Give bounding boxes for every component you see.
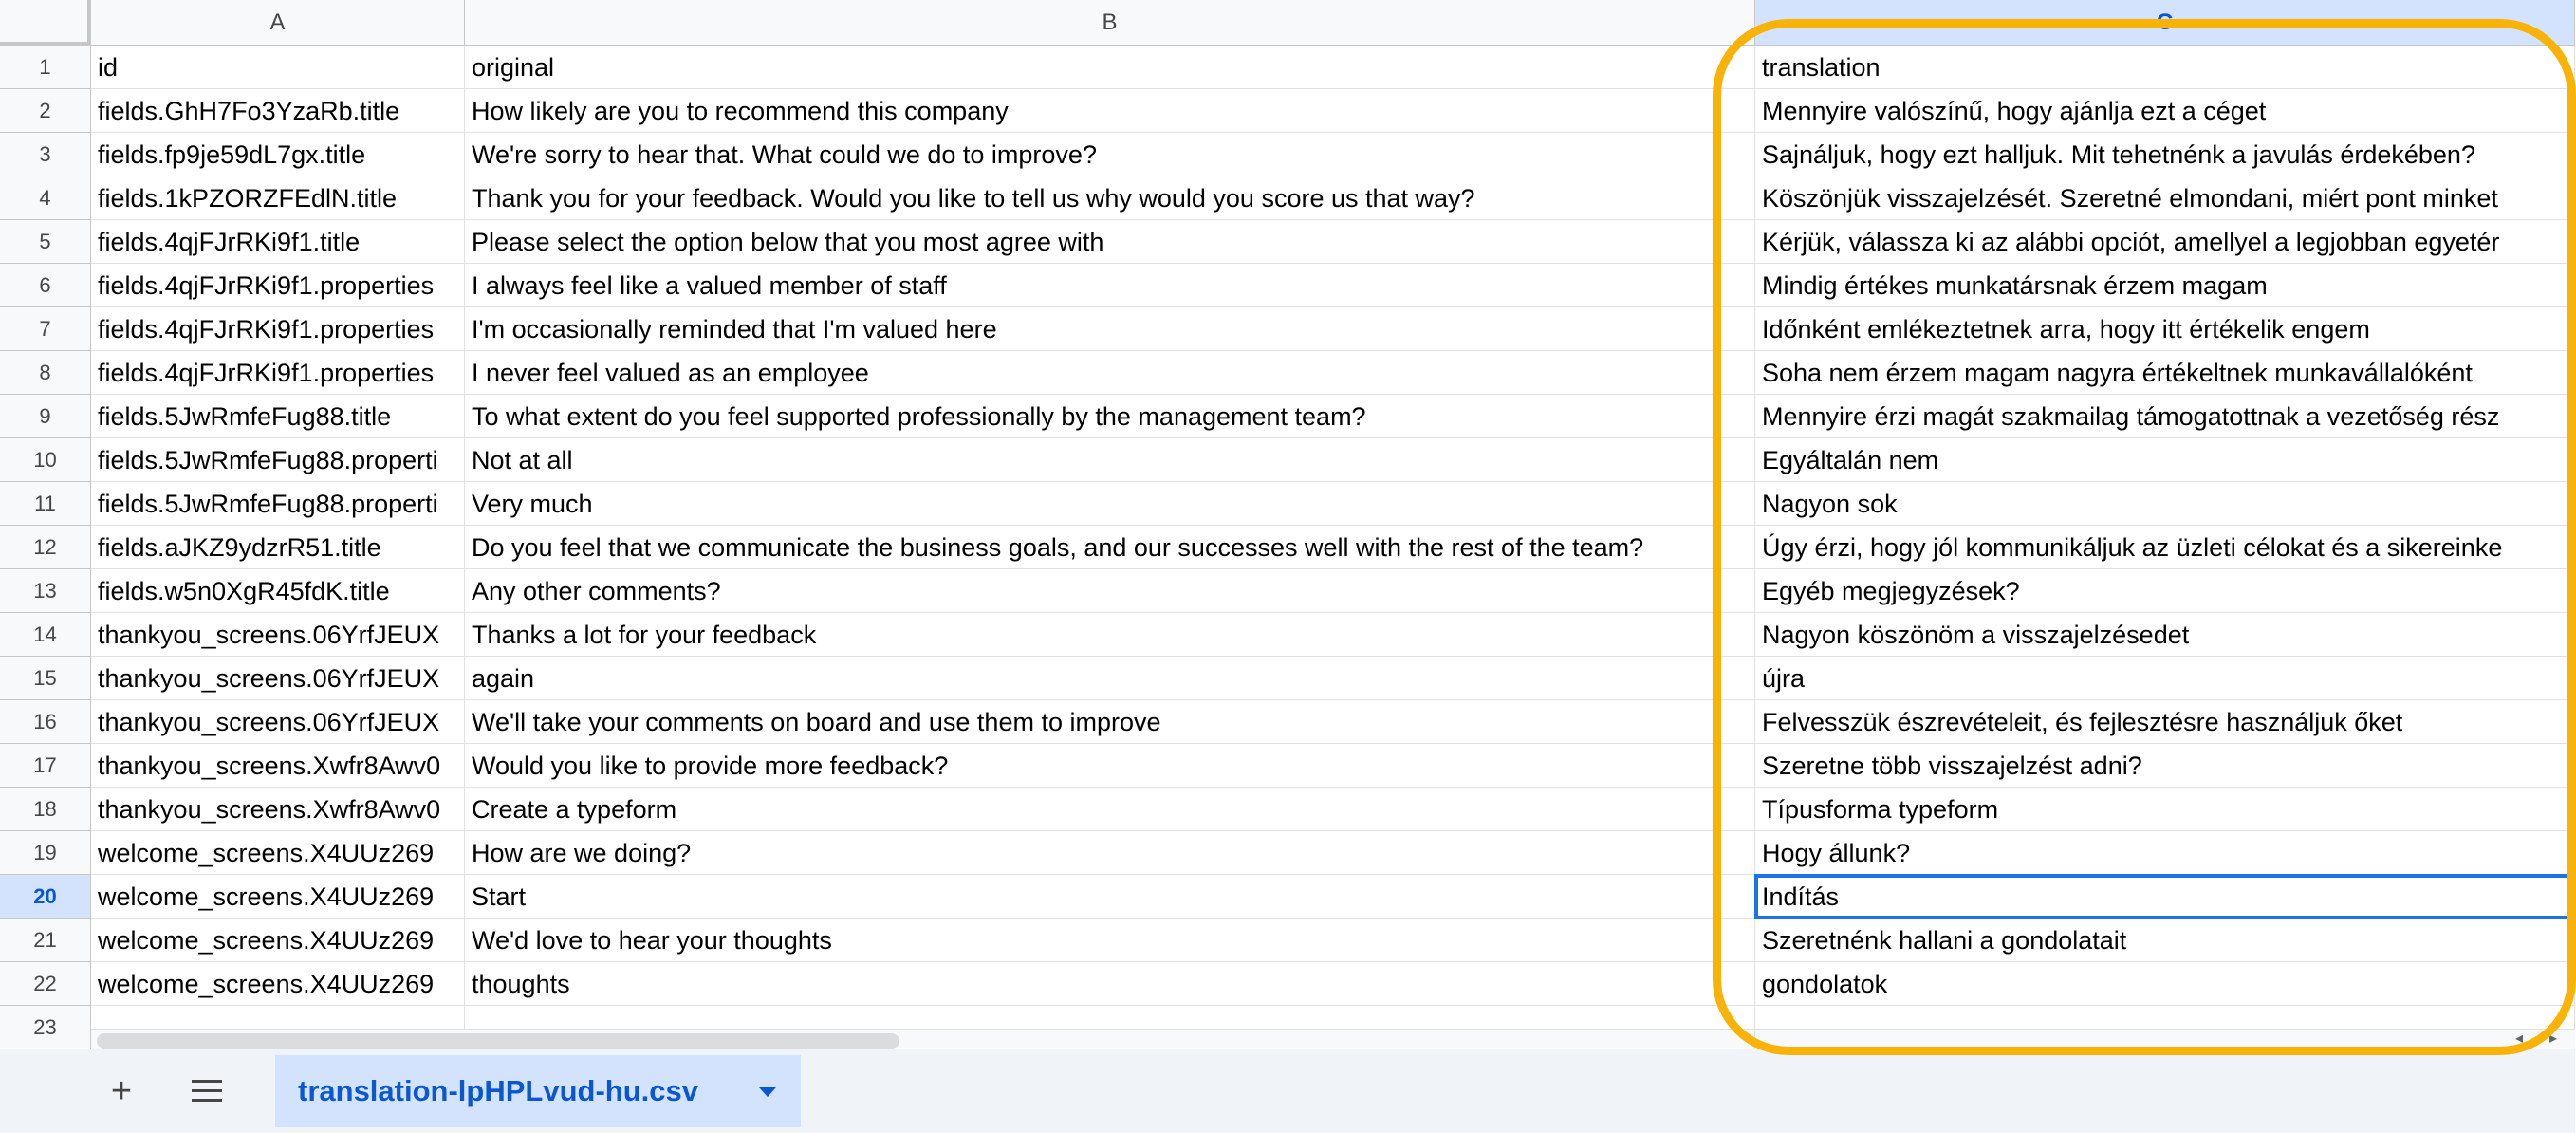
table-row: [0, 788, 2575, 831]
row-header[interactable]: 15: [0, 657, 91, 700]
cell-c[interactable]: Hogy állunk?: [1755, 831, 2575, 875]
table-row: [0, 264, 2575, 307]
table-row: [0, 89, 2575, 133]
cell-c[interactable]: Úgy érzi, hogy jól kommunikáljuk az üzleti célokat és a sikereinke: [1755, 526, 2575, 569]
column-header-b[interactable]: B: [465, 0, 1755, 46]
table-row: [0, 482, 2575, 526]
row-header[interactable]: 18: [0, 788, 91, 831]
row-header[interactable]: 10: [0, 438, 91, 482]
table-row: [0, 220, 2575, 264]
cell-a[interactable]: fields.1kPZORZFEdlN.title: [91, 176, 465, 220]
cell-b[interactable]: I never feel valued as an employee: [465, 351, 1755, 395]
cell-a[interactable]: fields.5JwRmfeFug88.title: [91, 395, 465, 438]
cell-b[interactable]: Would you like to provide more feedback?: [465, 744, 1755, 788]
table-row: [0, 657, 2575, 700]
table-row: [0, 176, 2575, 220]
table-row: [0, 569, 2575, 613]
row-header[interactable]: 1: [0, 46, 91, 89]
cell-c[interactable]: Típusforma typeform: [1755, 788, 2575, 831]
row-header[interactable]: 16: [0, 700, 91, 744]
sheet-tab[interactable]: [275, 1055, 801, 1127]
table-row: [0, 438, 2575, 482]
cell-b[interactable]: How are we doing?: [465, 831, 1755, 875]
all-sheets-menu-icon[interactable]: [180, 1065, 233, 1118]
cell-c[interactable]: Mennyire érzi magát szakmailag támogatottnak a vezetőség rész: [1755, 395, 2575, 438]
table-row: [0, 700, 2575, 744]
table-row: [0, 875, 2575, 919]
table-row: [0, 46, 2575, 89]
scroll-left-arrow-icon[interactable]: ◂: [2514, 1031, 2524, 1047]
row-header[interactable]: 8: [0, 351, 91, 395]
cell-a[interactable]: fields.4qjFJrRKi9f1.title: [91, 220, 465, 264]
sheet-tabs-bar: [0, 1049, 2575, 1133]
cell-a[interactable]: thankyou_screens.Xwfr8Awv0: [91, 744, 465, 788]
cell-b[interactable]: We'd love to hear your thoughts: [465, 919, 1755, 962]
row-header[interactable]: 21: [0, 919, 91, 962]
cell-b[interactable]: We'll take your comments on board and use them to improve: [465, 700, 1755, 744]
row-header[interactable]: 13: [0, 569, 91, 613]
cell-b[interactable]: again: [465, 657, 1755, 700]
cell-a[interactable]: fields.5JwRmfeFug88.properti: [91, 438, 465, 482]
table-row: [0, 831, 2575, 875]
cell-a[interactable]: fields.aJKZ9ydzrR51.title: [91, 526, 465, 569]
cell-c[interactable]: újra: [1755, 657, 2575, 700]
cell-c[interactable]: Soha nem érzem magam nagyra értékeltnek munkavállalóként: [1755, 351, 2575, 395]
cell-b[interactable]: thoughts: [465, 962, 1755, 1006]
cell-a[interactable]: welcome_screens.X4UUz269: [91, 962, 465, 1006]
table-row: [0, 744, 2575, 788]
cell-c[interactable]: translation: [1755, 46, 2575, 89]
cell-c[interactable]: Szeretnénk hallani a gondolatait: [1755, 919, 2575, 962]
table-row: [0, 526, 2575, 569]
table-row: [0, 919, 2575, 962]
row-header[interactable]: 19: [0, 831, 91, 875]
cell-b[interactable]: Any other comments?: [465, 569, 1755, 613]
scroll-right-arrow-icon[interactable]: ▸: [2548, 1031, 2558, 1047]
cell-a[interactable]: fields.GhH7Fo3YzaRb.title: [91, 89, 465, 133]
cell-c[interactable]: Indítás: [1755, 875, 2575, 919]
row-header[interactable]: 3: [0, 133, 91, 176]
cell-c[interactable]: Nagyon sok: [1755, 482, 2575, 526]
column-header-c[interactable]: C: [1755, 0, 2575, 46]
row-header[interactable]: 7: [0, 307, 91, 351]
sheet-tab-label: translation-lpHPLvud-hu.csv: [298, 1074, 698, 1107]
add-sheet-button[interactable]: +: [110, 1071, 133, 1111]
cell-b[interactable]: [465, 1006, 1755, 1049]
cell-a[interactable]: fields.5JwRmfeFug88.properti: [91, 482, 465, 526]
cell-c[interactable]: Mennyire valószínű, hogy ajánlja ezt a céget: [1755, 89, 2575, 133]
cell-b[interactable]: Please select the option below that you most agree with: [465, 220, 1755, 264]
column-header-a[interactable]: A: [91, 0, 465, 46]
row-header[interactable]: 12: [0, 526, 91, 569]
cell-a[interactable]: fields.4qjFJrRKi9f1.properties: [91, 351, 465, 395]
row-header[interactable]: 9: [0, 395, 91, 438]
row-header[interactable]: 14: [0, 613, 91, 657]
cell-c[interactable]: Időnként emlékeztetnek arra, hogy itt értékelik engem: [1755, 307, 2575, 351]
cell-a[interactable]: fields.w5n0XgR45fdK.title: [91, 569, 465, 613]
cell-c[interactable]: Szeretne több visszajelzést adni?: [1755, 744, 2575, 788]
select-all-corner[interactable]: [0, 0, 91, 46]
cell-c[interactable]: Kérjük, válassza ki az alábbi opciót, amellyel a legjobban egyetér: [1755, 220, 2575, 264]
cell-a[interactable]: thankyou_screens.06YrfJEUX: [91, 700, 465, 744]
cell-b[interactable]: I'm occasionally reminded that I'm valued here: [465, 307, 1755, 351]
cell-b[interactable]: original: [465, 46, 1755, 89]
cell-c[interactable]: Nagyon köszönöm a visszajelzésedet: [1755, 613, 2575, 657]
cell-a[interactable]: welcome_screens.X4UUz269: [91, 875, 465, 919]
cell-a[interactable]: thankyou_screens.Xwfr8Awv0: [91, 788, 465, 831]
table-row: [0, 395, 2575, 438]
cell-b[interactable]: To what extent do you feel supported professionally by the management team?: [465, 395, 1755, 438]
row-header[interactable]: 17: [0, 744, 91, 788]
row-header[interactable]: 5: [0, 220, 91, 264]
cell-c[interactable]: Egyéb megjegyzések?: [1755, 569, 2575, 613]
cell-a[interactable]: id: [91, 46, 465, 89]
table-row: [0, 307, 2575, 351]
cell-b[interactable]: We're sorry to hear that. What could we do to improve?: [465, 133, 1755, 176]
cell-a[interactable]: fields.4qjFJrRKi9f1.properties: [91, 264, 465, 307]
cell-b[interactable]: Do you feel that we communicate the business goals, and our successes well with the rest of the team?: [465, 526, 1755, 569]
cell-c[interactable]: gondolatok: [1755, 962, 2575, 1006]
row-header[interactable]: 6: [0, 264, 91, 307]
cell-b[interactable]: How likely are you to recommend this company: [465, 89, 1755, 133]
row-header[interactable]: 11: [0, 482, 91, 526]
cell-c[interactable]: Egyáltalán nem: [1755, 438, 2575, 482]
row-header[interactable]: 4: [0, 176, 91, 220]
row-header[interactable]: 20: [0, 875, 91, 919]
cell-a[interactable]: fields.fp9je59dL7gx.title: [91, 133, 465, 176]
row-header[interactable]: 2: [0, 89, 91, 133]
cell-c[interactable]: Felvesszük észrevételeit, és fejlesztésre használjuk őket: [1755, 700, 2575, 744]
cell-a[interactable]: thankyou_screens.06YrfJEUX: [91, 657, 465, 700]
table-row: [0, 962, 2575, 1006]
cell-b[interactable]: Very much: [465, 482, 1755, 526]
cell-a[interactable]: welcome_screens.X4UUz269: [91, 831, 465, 875]
cell-a[interactable]: thankyou_screens.06YrfJEUX: [91, 613, 465, 657]
cell-b[interactable]: I always feel like a valued member of staff: [465, 264, 1755, 307]
sheet-tab-dropdown-icon[interactable]: [759, 1087, 776, 1097]
cell-c[interactable]: Mindig értékes munkatársnak érzem magam: [1755, 264, 2575, 307]
row-header[interactable]: 22: [0, 962, 91, 1006]
cell-b[interactable]: Thank you for your feedback. Would you like to tell us why would you score us that way?: [465, 176, 1755, 220]
cell-a[interactable]: fields.4qjFJrRKi9f1.properties: [91, 307, 465, 351]
cell-c[interactable]: Köszönjük visszajelzését. Szeretné elmondani, miért pont minket: [1755, 176, 2575, 220]
cell-a[interactable]: welcome_screens.X4UUz269: [91, 919, 465, 962]
row-header[interactable]: 23: [0, 1006, 91, 1049]
cell-b[interactable]: Not at all: [465, 438, 1755, 482]
cell-b[interactable]: Create a typeform: [465, 788, 1755, 831]
table-row: [0, 133, 2575, 176]
cell-b[interactable]: Start: [465, 875, 1755, 919]
table-row: [0, 351, 2575, 395]
table-row: [0, 613, 2575, 657]
cell-b[interactable]: Thanks a lot for your feedback: [465, 613, 1755, 657]
cell-c[interactable]: Sajnáljuk, hogy ezt halljuk. Mit tehetnénk a javulás érdekében?: [1755, 133, 2575, 176]
